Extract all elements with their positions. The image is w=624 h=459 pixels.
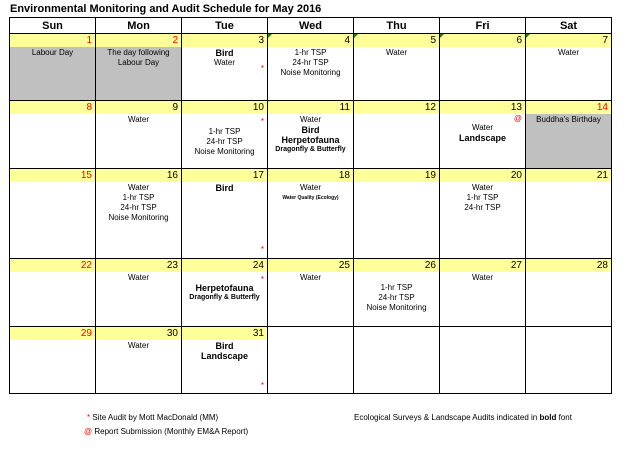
day-cell-31 bbox=[182, 327, 268, 394]
day-body bbox=[268, 47, 353, 100]
ecology-survey-label: Dragonfly & Butterfly bbox=[189, 294, 260, 301]
holiday-label: Buddha's Birthday bbox=[536, 115, 601, 124]
monitoring-label: Water bbox=[127, 115, 150, 124]
day-number-text: 5 bbox=[430, 35, 436, 46]
day-body bbox=[182, 182, 267, 258]
legend-bold-note bbox=[354, 413, 572, 422]
report-submission-legend-text: Report Submission (Monthly EM&A Report) bbox=[94, 427, 249, 436]
empty-cell bbox=[440, 327, 526, 394]
monitoring-label: 1-hr TSP bbox=[380, 283, 413, 292]
ecology-survey-label: Herpetofauna bbox=[281, 135, 340, 145]
day-body bbox=[10, 47, 95, 100]
weekday-fri: Fri bbox=[440, 18, 526, 34]
day-number: 8 bbox=[10, 101, 95, 114]
empty-cell bbox=[354, 327, 440, 394]
day-body bbox=[10, 114, 95, 168]
day-cell-8 bbox=[10, 101, 96, 169]
day-number: 15 bbox=[10, 169, 95, 182]
day-body bbox=[354, 272, 439, 326]
day-body bbox=[354, 47, 439, 100]
day-number: 28 bbox=[526, 259, 611, 272]
day-cell-25 bbox=[268, 259, 354, 327]
day-body bbox=[10, 340, 95, 393]
monitoring-label: 24-hr TSP bbox=[464, 203, 501, 212]
day-cell-10 bbox=[182, 101, 268, 169]
day-cell-18 bbox=[268, 169, 354, 259]
day-cell-29 bbox=[10, 327, 96, 394]
day-number bbox=[354, 34, 439, 47]
day-body bbox=[440, 47, 525, 100]
week-row-2 bbox=[10, 101, 612, 169]
day-number: 30 bbox=[96, 327, 181, 340]
monitoring-label: Water bbox=[471, 183, 494, 192]
site-audit-marker: * bbox=[260, 64, 264, 73]
site-audit-marker: * bbox=[260, 117, 264, 126]
day-number: 12 bbox=[354, 101, 439, 114]
day-number-text: 6 bbox=[516, 35, 522, 46]
day-number: 14 bbox=[526, 101, 611, 114]
day-number: 27 bbox=[440, 259, 525, 272]
site-audit-marker: * bbox=[260, 275, 264, 284]
day-number: 10 bbox=[182, 101, 267, 114]
day-number: 1 bbox=[10, 34, 95, 47]
day-body bbox=[10, 182, 95, 258]
empty-cell bbox=[268, 327, 354, 394]
day-number bbox=[96, 34, 181, 47]
monitoring-label: Water bbox=[299, 183, 322, 192]
comment-marker-icon bbox=[440, 34, 444, 38]
weekday-thu: Thu bbox=[354, 18, 440, 34]
ecology-survey-label: Water Quality (Ecology) bbox=[282, 195, 339, 201]
report-submission-marker: @ bbox=[513, 114, 522, 123]
day-body bbox=[526, 47, 611, 100]
monitoring-label: Water bbox=[471, 273, 494, 282]
monitoring-label: Water bbox=[127, 273, 150, 282]
day-body bbox=[182, 114, 267, 168]
monitoring-label: Noise Monitoring bbox=[366, 303, 427, 312]
day-number: 13 bbox=[440, 101, 525, 114]
ecology-survey-label: Bird bbox=[301, 125, 320, 135]
calendar-table bbox=[9, 17, 612, 394]
comment-marker-icon bbox=[526, 34, 530, 38]
monitoring-label: Water bbox=[471, 123, 494, 132]
legend-note-bold: bold bbox=[539, 413, 557, 422]
day-cell-4 bbox=[268, 34, 354, 101]
legend-note-prefix: Ecological Surveys & Landscape Audits indicated in bbox=[354, 413, 540, 422]
landscape-audit-label: Landscape bbox=[200, 351, 249, 361]
day-number: 20 bbox=[440, 169, 525, 182]
monitoring-label: 24-hr TSP bbox=[206, 137, 243, 146]
day-body bbox=[440, 114, 525, 168]
day-number: 17 bbox=[182, 169, 267, 182]
monitoring-label: Noise Monitoring bbox=[108, 213, 169, 222]
day-number: 22 bbox=[10, 259, 95, 272]
monitoring-label: 24-hr TSP bbox=[378, 293, 415, 302]
day-cell-14 bbox=[526, 101, 612, 169]
day-number: 9 bbox=[96, 101, 181, 114]
day-number: 18 bbox=[268, 169, 353, 182]
week-row-3 bbox=[10, 169, 612, 259]
ecology-survey-label: Bird bbox=[215, 183, 234, 193]
day-cell-16 bbox=[96, 169, 182, 259]
monitoring-label: Water bbox=[385, 48, 408, 57]
monitoring-label: Water bbox=[127, 341, 150, 350]
week-row-1 bbox=[10, 34, 612, 101]
day-cell-11 bbox=[268, 101, 354, 169]
monitoring-label: 24-hr TSP bbox=[120, 203, 157, 212]
day-body bbox=[268, 182, 353, 258]
holiday-label: Labour Day bbox=[31, 48, 74, 57]
site-audit-legend-symbol: * bbox=[87, 413, 91, 422]
day-body bbox=[526, 182, 611, 258]
day-number-text: 4 bbox=[344, 35, 350, 46]
day-body bbox=[96, 47, 181, 100]
legend-report-submission bbox=[84, 427, 248, 436]
monitoring-label: 24-hr TSP bbox=[292, 58, 329, 67]
day-cell-20 bbox=[440, 169, 526, 259]
site-audit-legend-text: Site Audit by Mott MacDonald (MM) bbox=[92, 413, 219, 422]
day-cell-13 bbox=[440, 101, 526, 169]
week-row-4 bbox=[10, 259, 612, 327]
day-number-text: 7 bbox=[602, 35, 608, 46]
ecology-survey-label: Bird bbox=[215, 341, 234, 351]
day-body bbox=[182, 340, 267, 393]
weekday-sun: Sun bbox=[10, 18, 96, 34]
day-number: 26 bbox=[354, 259, 439, 272]
day-cell-12 bbox=[354, 101, 440, 169]
holiday-label: Labour Day bbox=[117, 58, 160, 67]
day-cell-1 bbox=[10, 34, 96, 101]
day-number: 16 bbox=[96, 169, 181, 182]
monitoring-label: 1-hr TSP bbox=[466, 193, 499, 202]
day-body bbox=[526, 114, 611, 168]
day-cell-3 bbox=[182, 34, 268, 101]
weekday-wed: Wed bbox=[268, 18, 354, 34]
ecology-survey-label: Bird bbox=[215, 48, 234, 58]
monitoring-label: 1-hr TSP bbox=[122, 193, 155, 202]
comment-marker-icon bbox=[268, 34, 272, 38]
day-body bbox=[96, 182, 181, 258]
report-submission-legend-symbol: @ bbox=[84, 427, 93, 436]
ecology-survey-label: Herpetofauna bbox=[195, 283, 254, 293]
monitoring-label: 1-hr TSP bbox=[208, 127, 241, 136]
day-cell-24 bbox=[182, 259, 268, 327]
day-cell-9 bbox=[96, 101, 182, 169]
day-body bbox=[526, 272, 611, 326]
weekday-header-row bbox=[10, 18, 612, 34]
day-cell-19 bbox=[354, 169, 440, 259]
day-body bbox=[10, 272, 95, 326]
day-body bbox=[182, 272, 267, 326]
day-cell-5 bbox=[354, 34, 440, 101]
day-number: 31 bbox=[182, 327, 267, 340]
day-cell-21 bbox=[526, 169, 612, 259]
ecology-survey-label: Dragonfly & Butterfly bbox=[275, 146, 346, 153]
day-body bbox=[440, 272, 525, 326]
monitoring-label: Water bbox=[557, 48, 580, 57]
day-cell-2 bbox=[96, 34, 182, 101]
day-cell-27 bbox=[440, 259, 526, 327]
day-cell-23 bbox=[96, 259, 182, 327]
week-row-5 bbox=[10, 327, 612, 394]
site-audit-marker: * bbox=[260, 381, 264, 390]
weekday-tue: Tue bbox=[182, 18, 268, 34]
day-number: 25 bbox=[268, 259, 353, 272]
day-number: 21 bbox=[526, 169, 611, 182]
monitoring-label: Water bbox=[127, 183, 150, 192]
day-number-text: 2 bbox=[172, 35, 178, 46]
day-number: 11 bbox=[268, 101, 353, 114]
day-body bbox=[182, 47, 267, 100]
day-number bbox=[440, 34, 525, 47]
weekday-sat: Sat bbox=[526, 18, 612, 34]
day-cell-17 bbox=[182, 169, 268, 259]
legend-note-suffix: font bbox=[556, 413, 572, 422]
holiday-label: The day following bbox=[107, 48, 170, 57]
day-body bbox=[354, 114, 439, 168]
landscape-audit-label: Landscape bbox=[458, 133, 507, 143]
day-number: 23 bbox=[96, 259, 181, 272]
day-cell-6 bbox=[440, 34, 526, 101]
comment-marker-icon bbox=[354, 34, 358, 38]
day-number bbox=[268, 34, 353, 47]
day-cell-22 bbox=[10, 259, 96, 327]
day-body bbox=[268, 272, 353, 326]
monitoring-label: Water bbox=[299, 273, 322, 282]
day-cell-7 bbox=[526, 34, 612, 101]
day-body bbox=[96, 340, 181, 393]
day-number bbox=[526, 34, 611, 47]
day-number: 29 bbox=[10, 327, 95, 340]
legend-site-audit bbox=[87, 413, 218, 422]
day-body bbox=[96, 114, 181, 168]
monitoring-label: Noise Monitoring bbox=[194, 147, 255, 156]
monitoring-label: Noise Monitoring bbox=[280, 68, 341, 77]
weekday-mon: Mon bbox=[96, 18, 182, 34]
day-cell-15 bbox=[10, 169, 96, 259]
day-cell-30 bbox=[96, 327, 182, 394]
empty-cell bbox=[526, 327, 612, 394]
day-body bbox=[268, 114, 353, 168]
day-body bbox=[440, 182, 525, 258]
day-body bbox=[354, 182, 439, 258]
day-cell-28 bbox=[526, 259, 612, 327]
monitoring-label: Water bbox=[299, 115, 322, 124]
day-number: 3 bbox=[182, 34, 267, 47]
day-number: 24 bbox=[182, 259, 267, 272]
day-cell-26 bbox=[354, 259, 440, 327]
site-audit-marker: * bbox=[260, 245, 264, 254]
monitoring-label: 1-hr TSP bbox=[294, 48, 327, 57]
page-title: Environmental Monitoring and Audit Schedule for May 2016 bbox=[10, 3, 322, 15]
day-body bbox=[96, 272, 181, 326]
monitoring-label: Water bbox=[213, 58, 236, 67]
day-number: 19 bbox=[354, 169, 439, 182]
